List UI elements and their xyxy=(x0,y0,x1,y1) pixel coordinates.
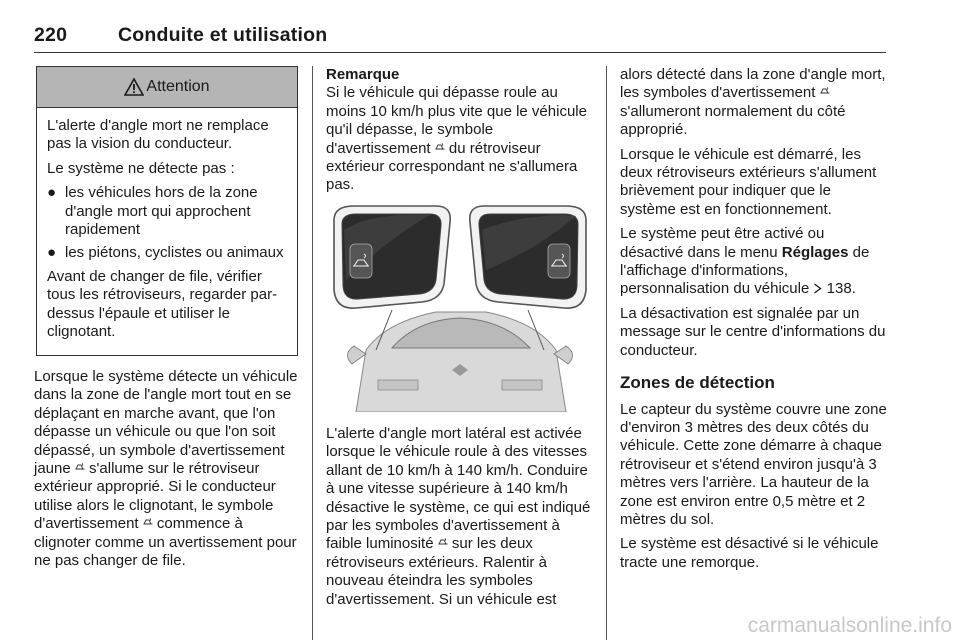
warning-paragraph: Le système ne détecte pas : xyxy=(47,159,235,177)
warning-triangle-icon xyxy=(124,78,144,96)
body-paragraph xyxy=(326,425,594,609)
body-paragraph: Le système est désactivé si le véhicule tracte une remorque. xyxy=(620,535,879,571)
watermark: carmanualsonline.info xyxy=(747,614,952,637)
bullet-text: les véhicules hors de la zone d'angle mort qui approchent rapidement xyxy=(65,184,258,239)
body-paragraph: Lorsque le véhicule est démarré, les deux rétroviseurs extérieurs s'allument brièvement pour indiquer que le système est en fonctionnement. xyxy=(620,145,877,218)
header-rule xyxy=(34,52,886,53)
page-title: Conduite et utilisation xyxy=(118,24,328,46)
section-heading: Zones de détection xyxy=(620,373,775,393)
column-divider-2 xyxy=(606,66,607,640)
menu-name: Réglages xyxy=(781,243,849,261)
text-run: Lorsque le système détecte un véhicule dans la zone de l'angle mort tout en se déplaçant en marche avant, que l'on dépasse un véhicule ou que l'on soit dépassé, un symbole d'avertissement jaune xyxy=(34,368,298,478)
page-number: 220 xyxy=(34,24,68,46)
remark-label: Remarque xyxy=(326,66,400,83)
remark-block xyxy=(326,66,592,201)
body-paragraph xyxy=(620,225,888,299)
blind-spot-symbol-icon xyxy=(820,86,830,95)
column-2-text xyxy=(326,425,594,615)
warning-bullet xyxy=(47,184,289,239)
text-run: Le système peut être activé ou désactivé dans le menu xyxy=(620,225,825,261)
blind-spot-symbol-icon xyxy=(438,537,448,546)
bullet-text: les piétons, cyclistes ou animaux xyxy=(65,244,284,262)
body-paragraph xyxy=(34,368,300,570)
text-run: commence à clignoter comme un avertissement pour ne pas changer de file. xyxy=(34,515,297,570)
warning-box xyxy=(36,66,298,356)
column-divider-1 xyxy=(312,66,313,640)
bullet-dot: ● xyxy=(47,244,57,262)
text-run: du rétroviseur extérieur correspondant ne s'allumera pas. xyxy=(326,139,578,194)
warning-paragraph: Avant de changer de file, vérifier tous les rétroviseurs, regarder par-dessus l'épaule et utiliser le clignotant. xyxy=(47,267,278,341)
blind-spot-symbol-icon xyxy=(143,517,153,526)
body-paragraph: Le capteur du système couvre une zone d'environ 3 mètres des deux côtés du véhicule. Cette zone démarre à chaque rétroviseur et s'étend environ jusqu'à 3 mètres vers l'arrière. La hauteur de la zone est environ entre 0,5 mètre et 2 mètres du sol. xyxy=(620,400,887,528)
text-run: de l'affichage d'informations, personnalisation du véhicule xyxy=(620,243,870,298)
column-3-text xyxy=(620,66,888,578)
body-paragraph xyxy=(620,66,888,140)
blind-spot-mirrors-illustration xyxy=(326,200,594,412)
warning-paragraph: L'alerte d'angle mort ne remplace pas la vision du conducteur. xyxy=(47,117,269,153)
warning-header xyxy=(37,67,297,108)
warning-bullet xyxy=(47,244,289,262)
page-reference[interactable]: 138. xyxy=(826,280,856,298)
text-run: s'allume sur le rétroviseur extérieur approprié. Si le conducteur utilise alors le clignotant, le symbole d'avertissement xyxy=(34,460,276,533)
blind-spot-symbol-icon xyxy=(75,462,85,471)
remark-paragraph xyxy=(326,66,592,195)
warning-heading: Attention xyxy=(146,78,210,95)
page-reference-arrow-icon[interactable] xyxy=(813,283,822,294)
text-run: Si le véhicule qui dépasse roule au moins 10 km/h plus vite que le véhicule qu'il dépasse, le symbole d'avertissement xyxy=(326,84,587,157)
blind-spot-symbol-icon xyxy=(435,142,445,151)
text-run: sur les deux rétroviseurs extérieurs. Ralentir à nouveau éteindra les symboles d'avertissement. Si un véhicule est xyxy=(326,535,557,608)
text-run: L'alerte d'angle mort latéral est activée lorsque le véhicule roule à des vitesses allant de 10 km/h à 140 km/h. Conduire à une vitesse supérieure à 140 km/h désactive le système, ce qui est indiqué par les symboles d'avertissement à faible luminosité xyxy=(326,425,591,553)
body-paragraph: La désactivation est signalée par un message sur le centre d'informations du conducteur. xyxy=(620,304,886,359)
column-1-text xyxy=(34,368,300,576)
text-run: alors détecté dans la zone d'angle mort, les symboles d'avertissement xyxy=(620,66,886,102)
text-run: s'allumeront normalement du côté approprié. xyxy=(620,102,846,139)
bullet-dot: ● xyxy=(47,184,57,202)
